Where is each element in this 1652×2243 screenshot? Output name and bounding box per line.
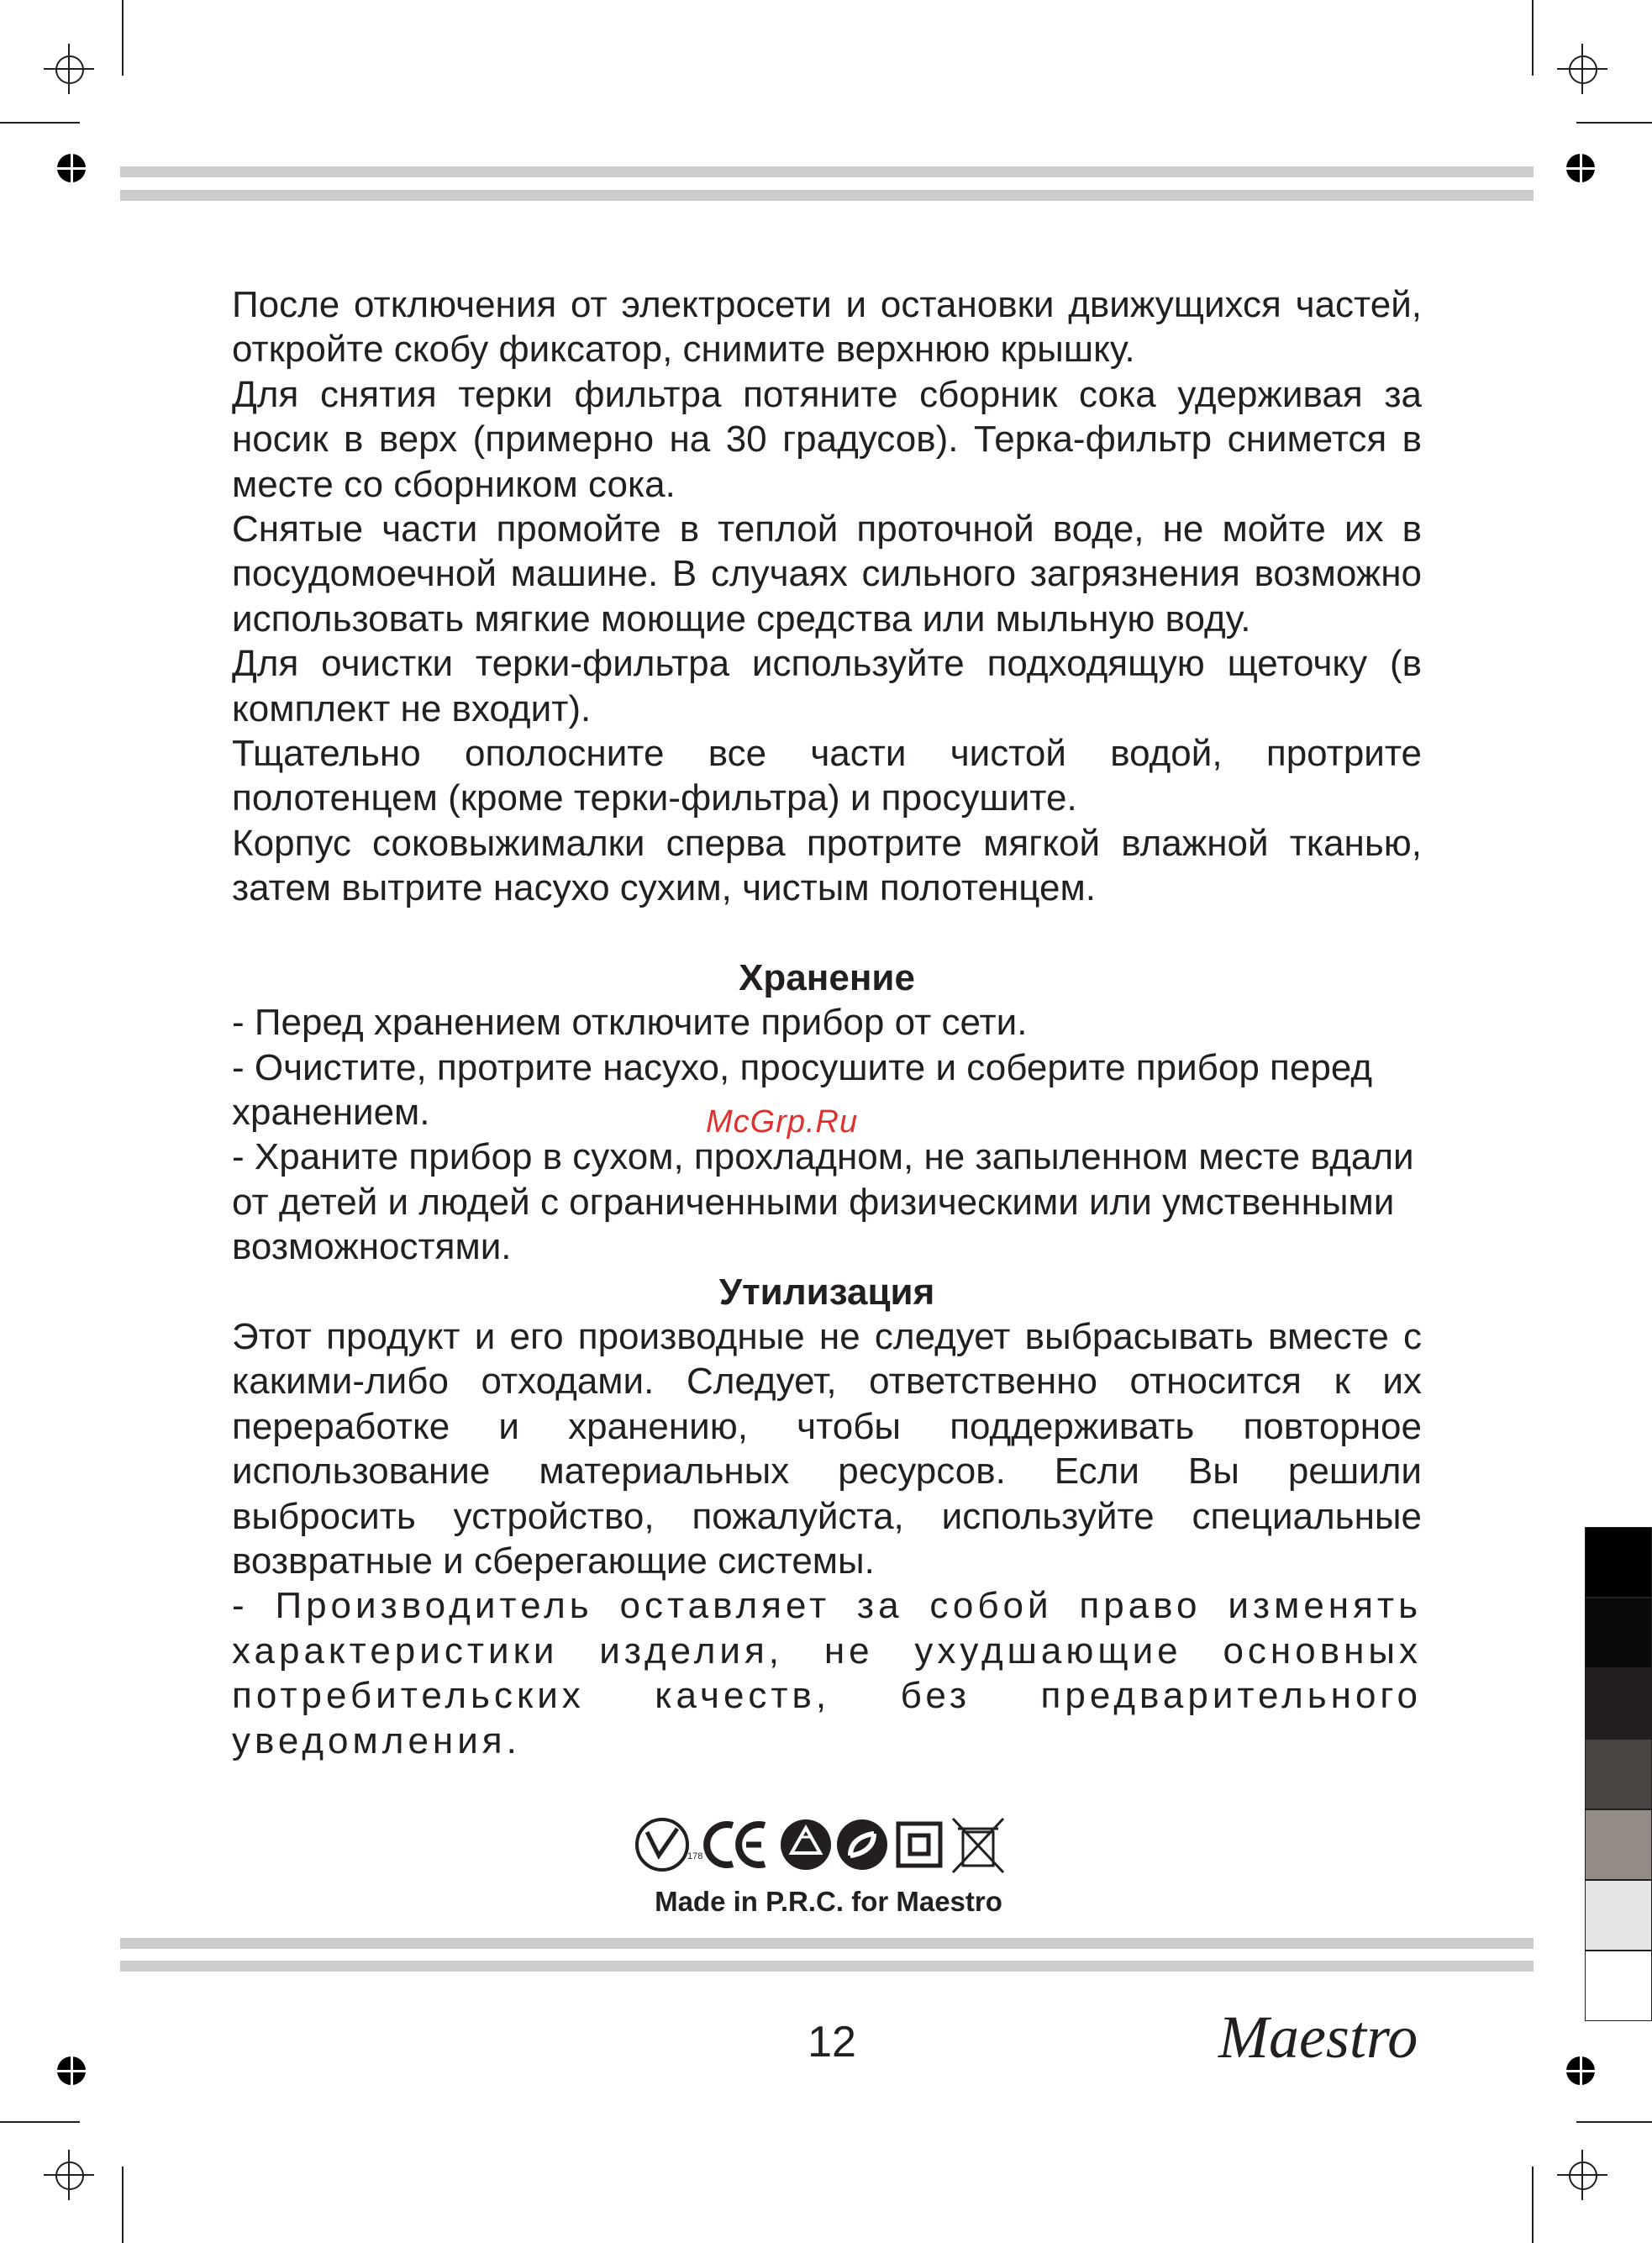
registration-mark-bottom-left xyxy=(44,2150,94,2200)
cert-number: 178 xyxy=(687,1851,703,1861)
disposal-text: Этот продукт и его производные не следует выбрасывать вместе с какими-либо отходами. Следует, ответственно относится к их переработке и хранению, чтобы поддерживать повторное использование материальных ресурсов. Если Вы решили выбросить устройство, пожалуйста, используйте специальные возвратные и сберегающие системы. xyxy=(232,1315,1422,1582)
registration-mark-top-right xyxy=(1557,44,1607,94)
spacer xyxy=(232,911,1422,956)
storage-heading: Хранение xyxy=(739,956,915,998)
ce-mark-icon xyxy=(707,1824,765,1865)
trim-line xyxy=(1576,2121,1652,2123)
color-swatch xyxy=(1585,1527,1652,1598)
crosshair-dot xyxy=(57,154,86,182)
trim-line xyxy=(1532,2167,1534,2243)
color-swatch xyxy=(1585,1598,1652,1668)
crosshair-dot xyxy=(1566,154,1595,182)
footer-band xyxy=(120,1961,1534,1972)
trim-line xyxy=(1576,122,1652,124)
header-band xyxy=(120,190,1534,201)
green-dot-icon xyxy=(837,1819,887,1870)
registration-mark-top-left xyxy=(44,44,94,94)
double-insulation-icon xyxy=(898,1824,940,1866)
storage-item: - Очистите, протрите насухо, просушите и соберите прибор перед хранением. xyxy=(232,1046,1372,1133)
color-swatch xyxy=(1585,1880,1652,1951)
crosshair-dot xyxy=(1566,2056,1595,2085)
page-number: 12 xyxy=(808,2018,856,2067)
trim-line xyxy=(0,122,80,124)
paragraph: Тщательно ополосните все части чистой водой, протрите полотенцем (кроме терки-фильтра) и просушите. xyxy=(232,733,1422,819)
storage-item: - Перед хранением отключите прибор от сети. xyxy=(232,1002,1028,1044)
made-in-label: Made in P.R.C. for Maestro xyxy=(655,1886,1002,1917)
color-swatch xyxy=(1585,1809,1652,1880)
trim-line xyxy=(0,2121,80,2123)
footer-band xyxy=(120,1938,1534,1949)
trim-line xyxy=(1532,0,1534,76)
color-swatch xyxy=(1585,1668,1652,1739)
storage-item: - Храните прибор в сухом, прохладном, не запыленном месте вдали от детей и людей с ограниченными физическими или умственными возможностями. xyxy=(232,1136,1414,1268)
color-swatch xyxy=(1585,1739,1652,1809)
rst-mark-icon xyxy=(637,1819,702,1870)
header-band xyxy=(120,166,1534,177)
brand-logo xyxy=(1210,1992,1428,2076)
color-swatch xyxy=(1585,1951,1652,2021)
disposal-heading: Утилизация xyxy=(718,1271,935,1313)
certification-icons xyxy=(634,1814,1020,1876)
disposal-note: - Производитель оставляет за собой право изменять характеристики изделия, не ухудшающие основных потребительских качеств, без предварительного уведомления. xyxy=(232,1585,1422,1761)
paragraph: Корпус соковыжималки сперва протрите мягкой влажной тканью, затем вытрите насухо сухим, чистым полотенцем. xyxy=(232,822,1422,909)
main-text xyxy=(232,282,1422,1763)
paragraph: Для очистки терки-фильтра используйте подходящую щеточку (в комплект не входит). xyxy=(232,643,1422,729)
crossed-bin-icon xyxy=(953,1819,1003,1872)
crosshair-dot xyxy=(57,2056,86,2085)
paragraph: Для снятия терки фильтра потяните сборник сока удерживая за носик в верх (примерно на 30 градусов). Терка-фильтр снимется в месте со сборником сока. xyxy=(232,373,1422,505)
watermark: McGrp.Ru xyxy=(706,1104,859,1140)
registration-mark-bottom-right xyxy=(1557,2150,1607,2200)
brand-logo-text: Maestro xyxy=(1218,2003,1418,2071)
trim-line xyxy=(122,0,124,76)
recycle-icon xyxy=(781,1819,831,1870)
trim-line xyxy=(122,2167,124,2243)
paragraph: После отключения от электросети и остановки движущихся частей, откройте скобу фиксатор, снимите верхнюю крышку. xyxy=(232,284,1422,371)
paragraph: Снятые части промойте в теплой проточной воде, не мойте их в посудомоечной машине. В случаях сильного загрязнения возможно использовать мягкие моющие средства или мыльную воду. xyxy=(232,508,1422,640)
